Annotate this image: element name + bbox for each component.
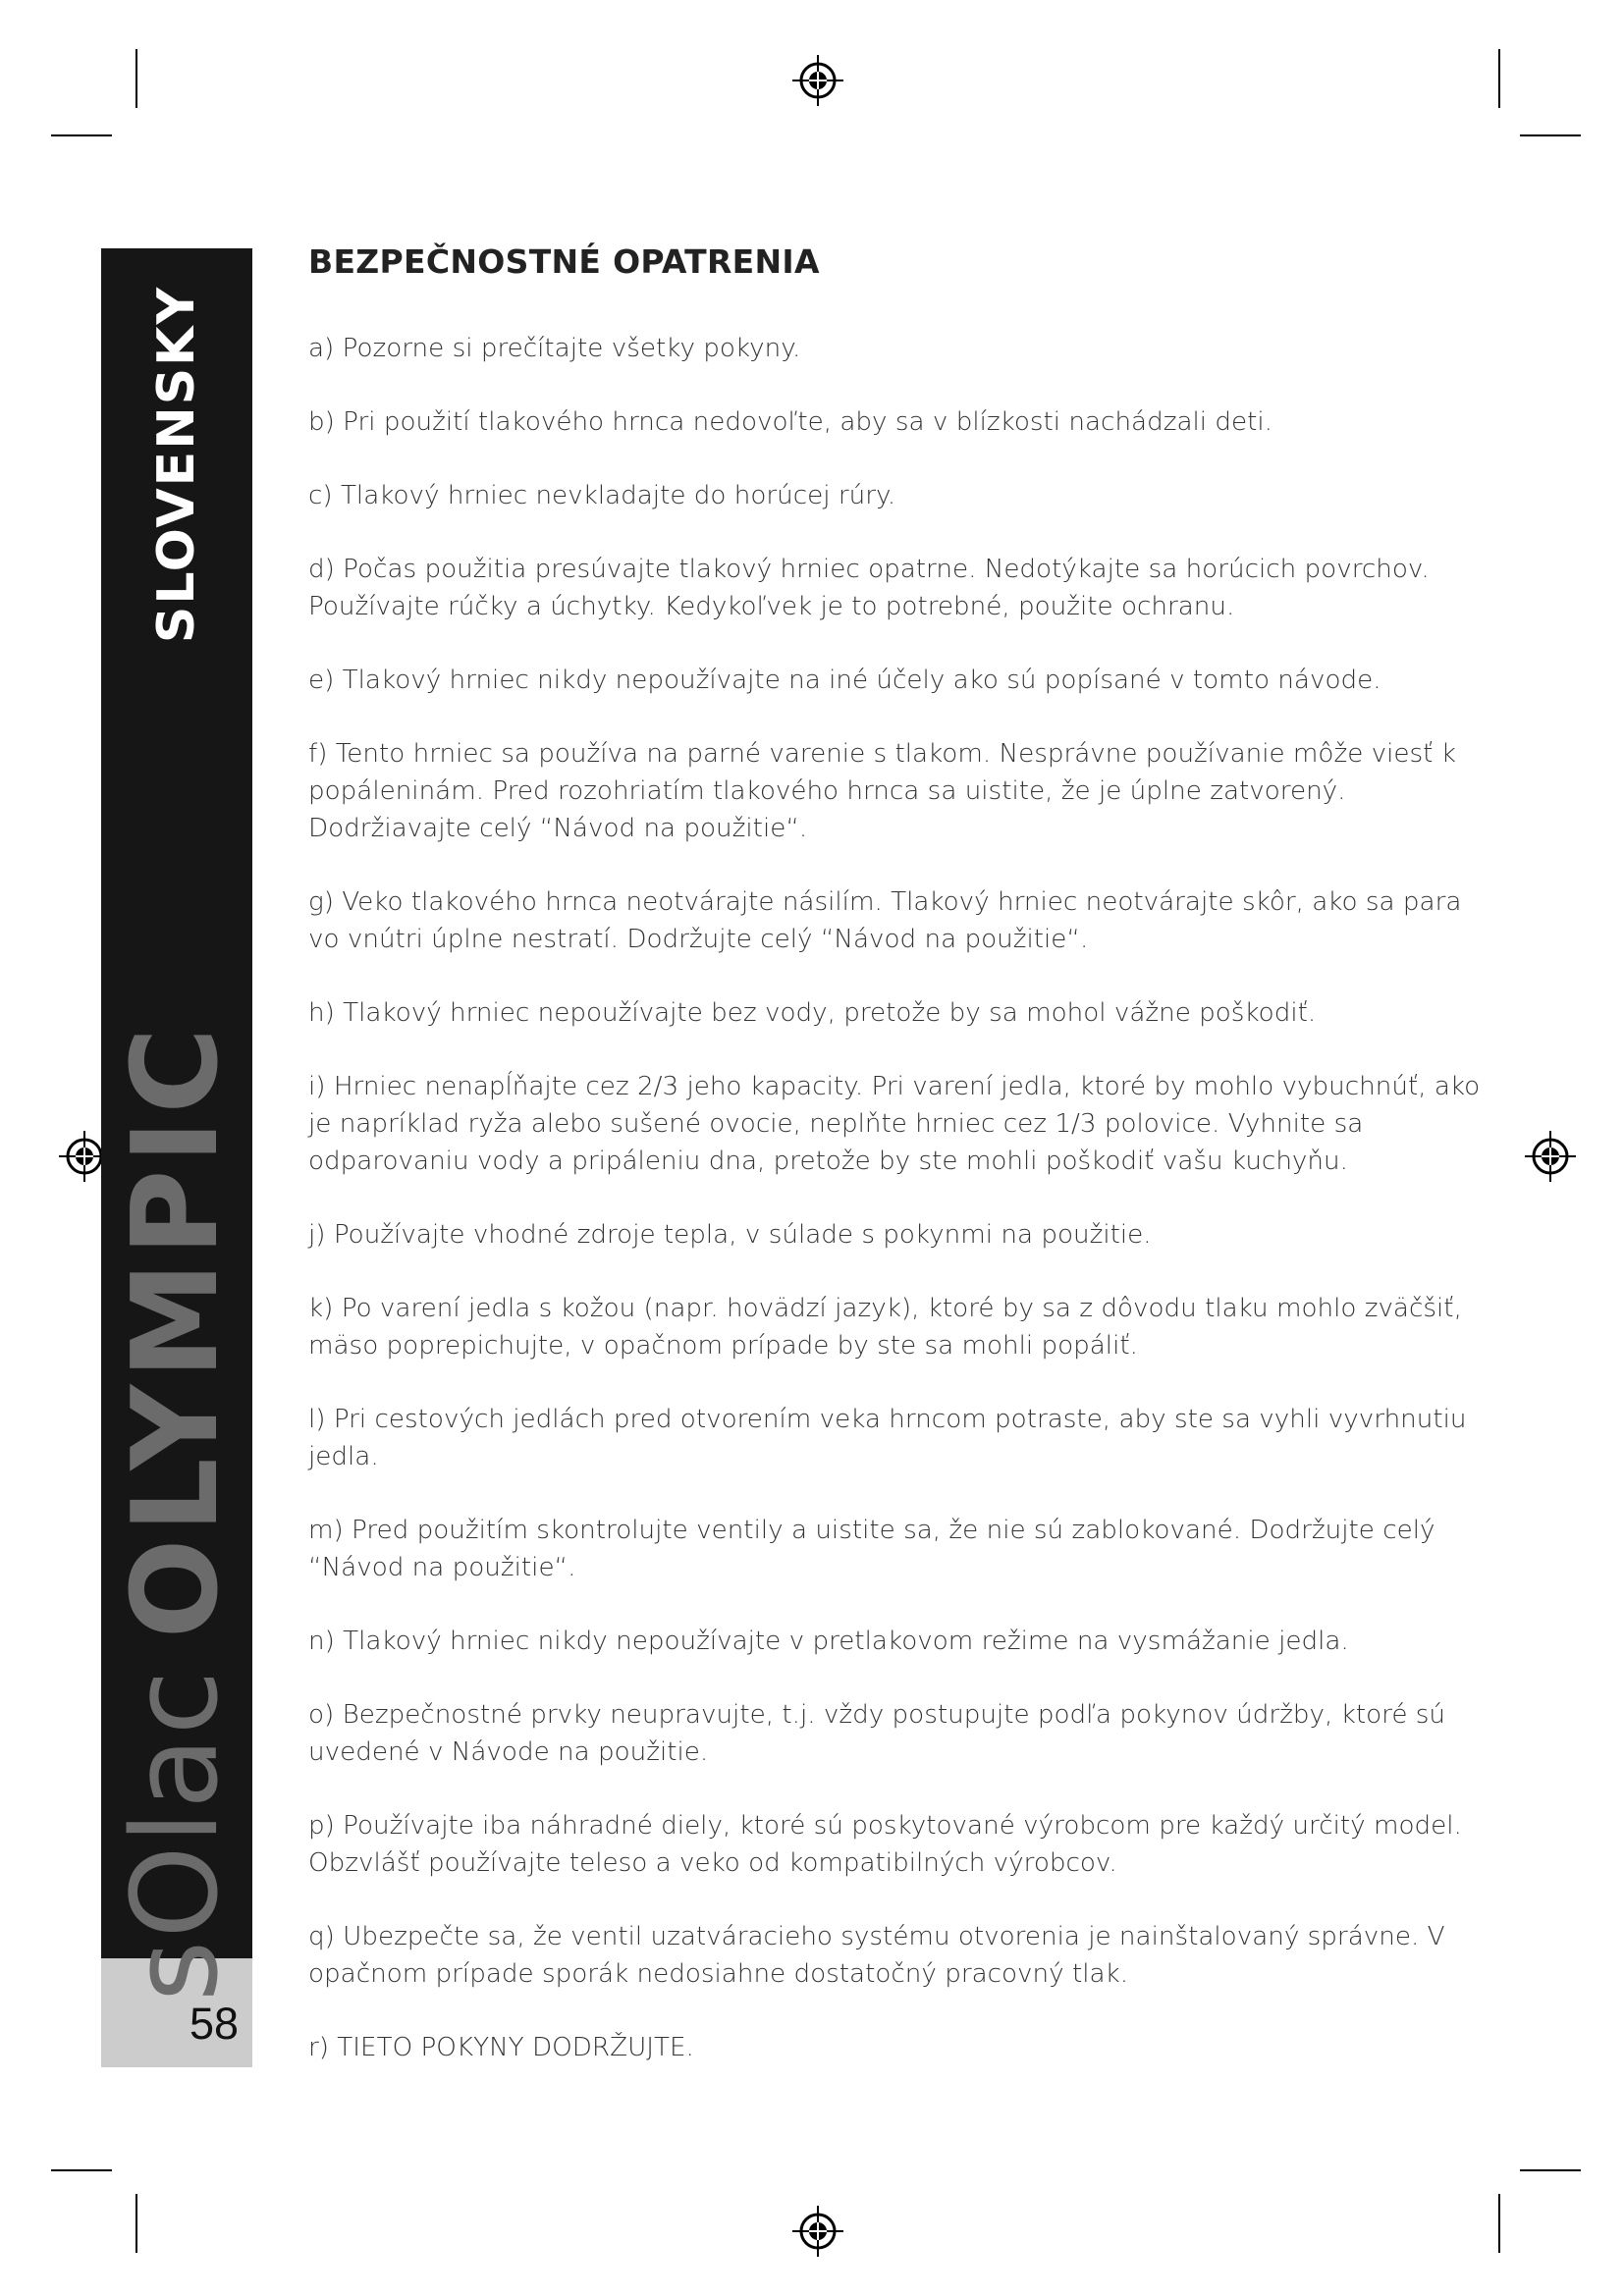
list-item: d) Počas použitia presúvajte tlakový hrniec opatrne. Nedotýkajte sa horúcich povrchov. Používajte rúčky a úchytky. Kedykoľvek je to potrebné, použite ochranu. (308, 555, 1430, 621)
brand-logo-part1: sOlac (108, 1668, 244, 2002)
crop-mark-top-right-vertical (1498, 49, 1500, 108)
list-item: k) Po varení jedla s kožou (napr. hovädzí jazyk), ktoré by sa z dôvodu tlaku mohlo zväčšiť, mäso poprepichujte, v opačnom prípade by ste sa mohli popáliť. (308, 1294, 1462, 1361)
crop-mark-bottom-right-horizontal (1520, 2169, 1581, 2171)
page-title: BEZPEČNOSTNÉ OPATRENIA (308, 242, 820, 281)
crop-mark-bottom-left-vertical (135, 2194, 137, 2253)
list-item: l) Pri cestových jedlách pred otvorením veka hrncom potraste, aby ste sa vyhli vyvrhnutiu jedla. (308, 1405, 1467, 1471)
list-item: i) Hrniec nenapĺňajte cez 2/3 jeho kapacity. Pri varení jedla, ktoré by mohlo vybuchnúť, ako je napríklad ryža alebo sušené ovocie, neplňte hrniec cez 1/3 polovice. Vyhnite sa odparovaniu vody a pripáleniu dna, pretože by ste mohli poškodiť vašu kuchyňu. (308, 1072, 1481, 1176)
list-item: q) Ubezpečte sa, že ventil uzatváracieho systému otvorenia je nainštalovaný správne. V opačnom prípade sporák nedosiahne dostatočný pracovný tlak. (308, 1922, 1445, 1989)
crop-mark-bottom-right-vertical (1498, 2194, 1500, 2253)
registration-mark-top-icon (790, 53, 845, 108)
list-item: h) Tlakový hrniec nepoužívajte bez vody, pretože by sa mohol vážne poškodiť. (308, 998, 1317, 1028)
crop-mark-bottom-left-horizontal (51, 2169, 112, 2171)
brand-logo-part2: OLYMPIC (108, 1021, 244, 1639)
main-content (308, 242, 1487, 2103)
list-item: o) Bezpečnostné prvky neupravujte, t.j. vždy postupujte podľa pokynov údržby, ktoré sú uvedené v Návode na použitie. (308, 1700, 1446, 1767)
crop-mark-top-right-horizontal (1520, 134, 1581, 136)
language-label: SLOVENSKY (147, 285, 206, 644)
list-item: n) Tlakový hrniec nikdy nepoužívajte v pretlakovom režime na vysmážanie jedla. (308, 1627, 1349, 1656)
list-item: j) Používajte vhodné zdroje tepla, v súlade s pokynmi na použitie. (308, 1220, 1152, 1250)
list-item: m) Pred použitím skontrolujte ventily a uistite sa, že nie sú zablokované. Dodržujte celý “Návod na použitie“. (308, 1516, 1435, 1582)
registration-mark-right-icon (1523, 1129, 1578, 1184)
list-item: a) Pozorne si prečítajte všetky pokyny. (308, 334, 801, 363)
list-item: e) Tlakový hrniec nikdy nepoužívajte na iné účely ako sú popísané v tomto návode. (308, 666, 1381, 695)
crop-mark-top-left-vertical (135, 49, 137, 108)
brand-logo (108, 1021, 244, 2002)
safety-instructions-list (308, 330, 1487, 2066)
list-item: p) Používajte iba náhradné diely, ktoré sú poskytované výrobcom pre každý určitý model. Obzvlášť používajte teleso a veko od kompatibilných výrobcov. (308, 1811, 1462, 1878)
crop-mark-top-left-horizontal (51, 134, 112, 136)
registration-mark-bottom-icon (790, 2204, 845, 2259)
list-item: c) Tlakový hrniec nevkladajte do horúcej rúry. (308, 481, 896, 510)
list-item: g) Veko tlakového hrnca neotvárajte násilím. Tlakový hrniec neotvárajte skôr, ako sa para vo vnútri úplne nestratí. Dodržujte celý “Návod na použitie“. (308, 887, 1462, 954)
list-item: r) TIETO POKYNY DODRŽUJTE. (308, 2033, 694, 2062)
page-number: 58 (189, 1999, 239, 2049)
list-item: f) Tento hrniec sa používa na parné varenie s tlakom. Nesprávne používanie môže viesť k popáleninám. Pred rozohriatím tlakového hrnca sa uistite, že je úplne zatvorený. Dodržiavajte celý “Návod na použitie“. (308, 739, 1456, 843)
list-item: b) Pri použití tlakového hrnca nedovoľte, aby sa v blízkosti nachádzali deti. (308, 407, 1272, 437)
